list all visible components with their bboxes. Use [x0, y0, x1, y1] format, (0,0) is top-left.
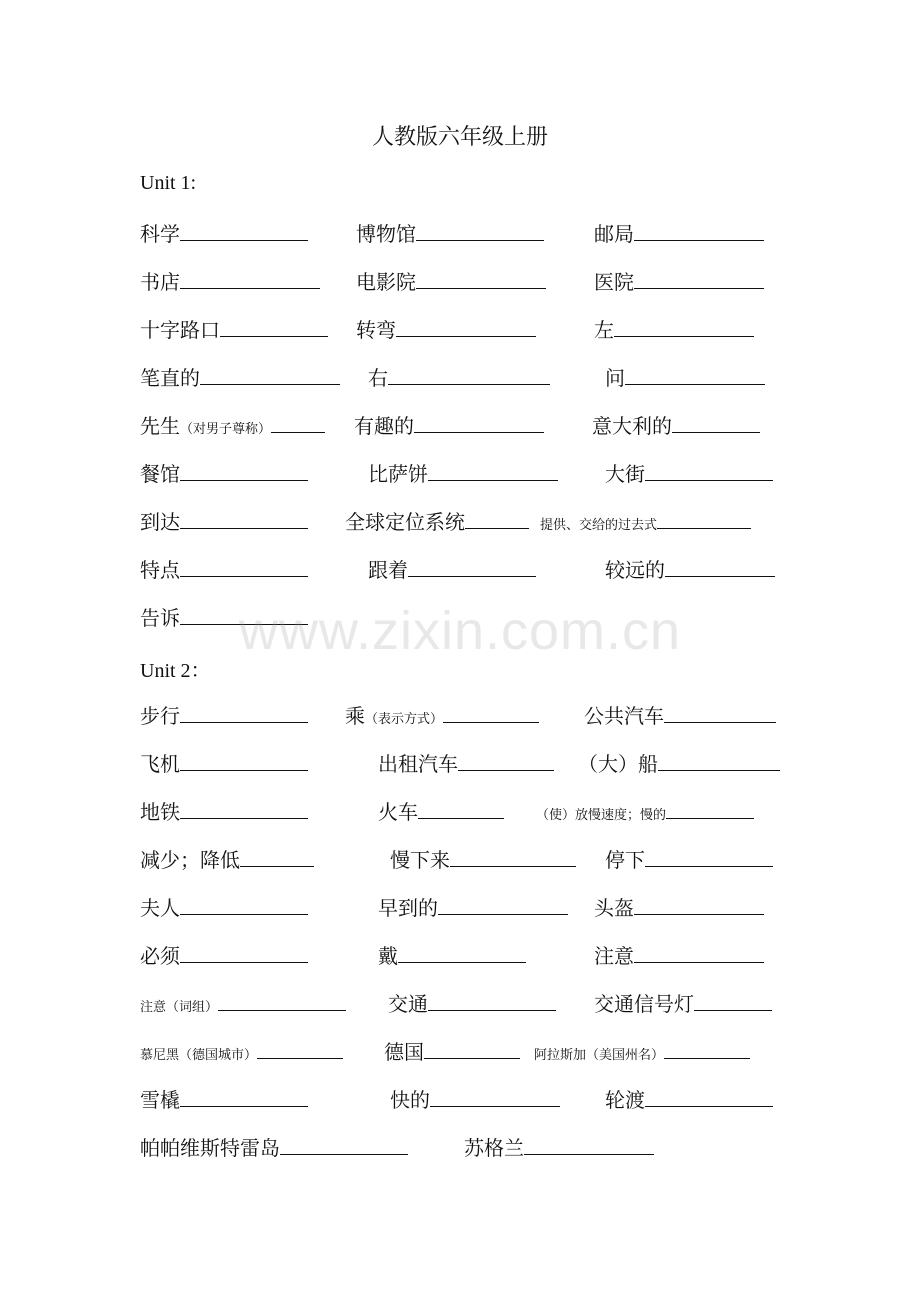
word-label: 问 [605, 366, 625, 390]
word-label: 头盔 [594, 896, 634, 920]
answer-blank[interactable] [645, 458, 773, 481]
answer-blank[interactable] [424, 1036, 520, 1059]
answer-blank[interactable] [180, 940, 308, 963]
vocab-item [384, 1036, 520, 1067]
word-label: 提供、交给的过去式 [540, 518, 658, 533]
unit2-row-6 [0, 940, 920, 970]
word-label: 意大利的 [592, 414, 672, 438]
answer-blank[interactable] [414, 410, 544, 433]
answer-blank[interactable] [657, 506, 751, 529]
word-label: 比萨饼 [368, 462, 428, 486]
word-label: 全球定位系统 [345, 510, 465, 534]
word-label: 十字路口 [140, 318, 220, 342]
vocab-item [594, 988, 772, 1019]
word-label: 注意 [594, 944, 634, 968]
answer-blank[interactable] [450, 844, 576, 867]
word-label: 交通信号灯 [594, 992, 694, 1016]
unit2-row-4 [0, 844, 920, 874]
word-label: 电影院 [356, 270, 416, 294]
word-label: 跟着 [368, 558, 408, 582]
unit2-heading: Unit 2： [140, 660, 211, 682]
answer-blank[interactable] [443, 700, 539, 723]
word-label: 较远的 [605, 558, 665, 582]
vocab-item [140, 892, 308, 923]
vocab-item [140, 796, 308, 827]
answer-blank[interactable] [645, 1084, 773, 1107]
word-label: 交通 [388, 992, 428, 1016]
word-label: 博物馆 [356, 222, 416, 246]
answer-blank[interactable] [180, 458, 308, 481]
vocab-item [140, 602, 308, 633]
word-label: 右 [368, 366, 388, 390]
unit2-row-1 [0, 700, 920, 730]
word-label: 医院 [594, 270, 634, 294]
answer-blank[interactable] [465, 506, 529, 529]
answer-blank[interactable] [271, 410, 325, 433]
answer-blank[interactable] [180, 506, 308, 529]
answer-blank[interactable] [664, 1036, 750, 1059]
vocab-item [388, 988, 556, 1019]
vocab-item [594, 218, 764, 249]
vocab-item [140, 844, 314, 875]
answer-blank[interactable] [666, 796, 754, 819]
answer-blank[interactable] [634, 266, 764, 289]
vocab-item [140, 410, 325, 445]
word-label: 到达 [140, 510, 180, 534]
unit2-row-2 [0, 748, 920, 778]
answer-blank[interactable] [634, 218, 764, 241]
unit2-row-5 [0, 892, 920, 922]
vocab-item [594, 314, 754, 345]
word-label: 特点 [140, 558, 180, 582]
vocab-item [140, 1036, 343, 1071]
answer-blank[interactable] [396, 314, 536, 337]
vocab-item [140, 988, 346, 1023]
vocab-item [368, 458, 558, 489]
word-note: （表示方式） [365, 712, 444, 727]
answer-blank[interactable] [694, 988, 772, 1011]
answer-blank[interactable] [180, 602, 308, 625]
word-label: 注意（词组） [140, 1000, 219, 1015]
word-label: 慕尼黑（德国城市） [140, 1048, 258, 1063]
vocab-item [584, 700, 776, 731]
word-label: 公共汽车 [584, 704, 664, 728]
answer-blank[interactable] [524, 1132, 654, 1155]
word-label: 笔直的 [140, 366, 200, 390]
vocab-item [354, 410, 544, 441]
word-label: 乘 [345, 704, 365, 728]
word-label: 德国 [384, 1040, 424, 1064]
answer-blank[interactable] [218, 988, 346, 1011]
answer-blank[interactable] [240, 844, 314, 867]
answer-blank[interactable] [430, 1084, 560, 1107]
word-label: 出租汽车 [378, 752, 458, 776]
answer-blank[interactable] [645, 844, 773, 867]
vocab-item [605, 554, 775, 585]
vocab-item [140, 506, 308, 537]
word-label: 减少；降低 [140, 848, 240, 872]
word-label: 先生 [140, 414, 180, 438]
answer-blank[interactable] [416, 218, 544, 241]
answer-blank[interactable] [408, 554, 536, 577]
word-label: 有趣的 [354, 414, 414, 438]
answer-blank[interactable] [665, 554, 775, 577]
vocab-item [536, 796, 754, 831]
answer-blank[interactable] [180, 700, 308, 723]
word-label: 停下 [605, 848, 645, 872]
word-label: 火车 [378, 800, 418, 824]
vocab-item [140, 314, 328, 345]
vocab-item [594, 266, 764, 297]
word-label: 雪橇 [140, 1088, 180, 1112]
vocab-item [140, 362, 340, 393]
vocab-item [140, 554, 308, 585]
unit2-row-9 [0, 1084, 920, 1114]
answer-blank[interactable] [200, 362, 340, 385]
answer-blank[interactable] [625, 362, 765, 385]
word-label: 地铁 [140, 800, 180, 824]
answer-blank[interactable] [220, 314, 328, 337]
word-label: 邮局 [594, 222, 634, 246]
answer-blank[interactable] [280, 1132, 408, 1155]
vocab-item [356, 314, 536, 345]
answer-blank[interactable] [257, 1036, 343, 1059]
word-label: 飞机 [140, 752, 180, 776]
unit2-row-10 [0, 1132, 920, 1162]
vocab-item [345, 506, 529, 537]
word-label: 左 [594, 318, 614, 342]
vocab-item [368, 362, 550, 393]
vocab-item [605, 362, 765, 393]
vocab-item [390, 1084, 560, 1115]
word-label: 轮渡 [605, 1088, 645, 1112]
vocab-item [140, 940, 308, 971]
vocab-item [378, 796, 504, 827]
answer-blank[interactable] [428, 988, 556, 1011]
answer-blank[interactable] [180, 266, 320, 289]
answer-blank[interactable] [416, 266, 546, 289]
word-label: 早到的 [378, 896, 438, 920]
unit2-row-7 [0, 988, 920, 1018]
vocab-item [140, 1084, 308, 1115]
answer-blank[interactable] [180, 748, 308, 771]
vocab-item [140, 458, 308, 489]
word-label: 慢下来 [390, 848, 450, 872]
vocab-item [594, 940, 764, 971]
answer-blank[interactable] [614, 314, 754, 337]
answer-blank[interactable] [672, 410, 760, 433]
word-note: （对男子尊称） [180, 422, 272, 437]
vocab-item [345, 700, 539, 735]
vocab-item [540, 506, 751, 541]
vocab-item [390, 844, 576, 875]
answer-blank[interactable] [634, 940, 764, 963]
vocab-item [534, 1036, 750, 1071]
unit1-row-7 [0, 506, 920, 536]
vocab-item [605, 844, 773, 875]
unit1-row-8 [0, 554, 920, 584]
word-label: 夫人 [140, 896, 180, 920]
unit1-row-9 [0, 602, 920, 632]
answer-blank[interactable] [180, 796, 308, 819]
vocab-item [605, 458, 773, 489]
vocab-item [605, 1084, 773, 1115]
watermark-text: www.zixin.com.cn [238, 601, 682, 661]
unit1-heading: Unit 1: [140, 172, 197, 194]
word-label: 必须 [140, 944, 180, 968]
word-label: 苏格兰 [464, 1136, 524, 1160]
vocab-item [140, 266, 320, 297]
vocab-item [356, 266, 546, 297]
word-label: 阿拉斯加（美国州名） [534, 1048, 665, 1063]
vocab-item [368, 554, 536, 585]
word-label: 科学 [140, 222, 180, 246]
vocab-item [378, 940, 526, 971]
answer-blank[interactable] [180, 218, 308, 241]
unit1-row-2 [0, 266, 920, 296]
answer-blank[interactable] [388, 362, 550, 385]
vocab-item [140, 748, 308, 779]
page-title: 人教版六年级上册 [371, 125, 548, 150]
answer-blank[interactable] [658, 748, 780, 771]
unit1-row-1 [0, 218, 920, 248]
word-label: （大）船 [578, 752, 658, 776]
word-label: 转弯 [356, 318, 396, 342]
unit2-row-8 [0, 1036, 920, 1066]
vocab-item [140, 1132, 408, 1163]
vocab-item [592, 410, 760, 441]
unit1-row-3 [0, 314, 920, 344]
word-label: 帕帕维斯特雷岛 [140, 1136, 280, 1160]
answer-blank[interactable] [180, 554, 308, 577]
unit2-row-3 [0, 796, 920, 826]
unit1-row-6 [0, 458, 920, 488]
answer-blank[interactable] [458, 748, 554, 771]
word-label: （使）放慢速度；慢的 [536, 808, 667, 823]
vocab-item [378, 892, 568, 923]
word-label: 戴 [378, 944, 398, 968]
vocab-item [140, 218, 308, 249]
unit1-row-4 [0, 362, 920, 392]
answer-blank[interactable] [418, 796, 504, 819]
answer-blank[interactable] [634, 892, 764, 915]
word-label: 快的 [390, 1088, 430, 1112]
answer-blank[interactable] [180, 1084, 308, 1107]
answer-blank[interactable] [428, 458, 558, 481]
word-label: 书店 [140, 270, 180, 294]
answer-blank[interactable] [438, 892, 568, 915]
answer-blank[interactable] [398, 940, 526, 963]
vocab-item [594, 892, 764, 923]
answer-blank[interactable] [664, 700, 776, 723]
unit1-row-5 [0, 410, 920, 440]
vocab-item [578, 748, 780, 779]
answer-blank[interactable] [180, 892, 308, 915]
word-label: 餐馆 [140, 462, 180, 486]
vocab-item [356, 218, 544, 249]
word-label: 告诉 [140, 606, 180, 630]
vocab-item [464, 1132, 654, 1163]
vocab-item [378, 748, 554, 779]
word-label: 步行 [140, 704, 180, 728]
word-label: 大街 [605, 462, 645, 486]
vocab-item [140, 700, 308, 731]
